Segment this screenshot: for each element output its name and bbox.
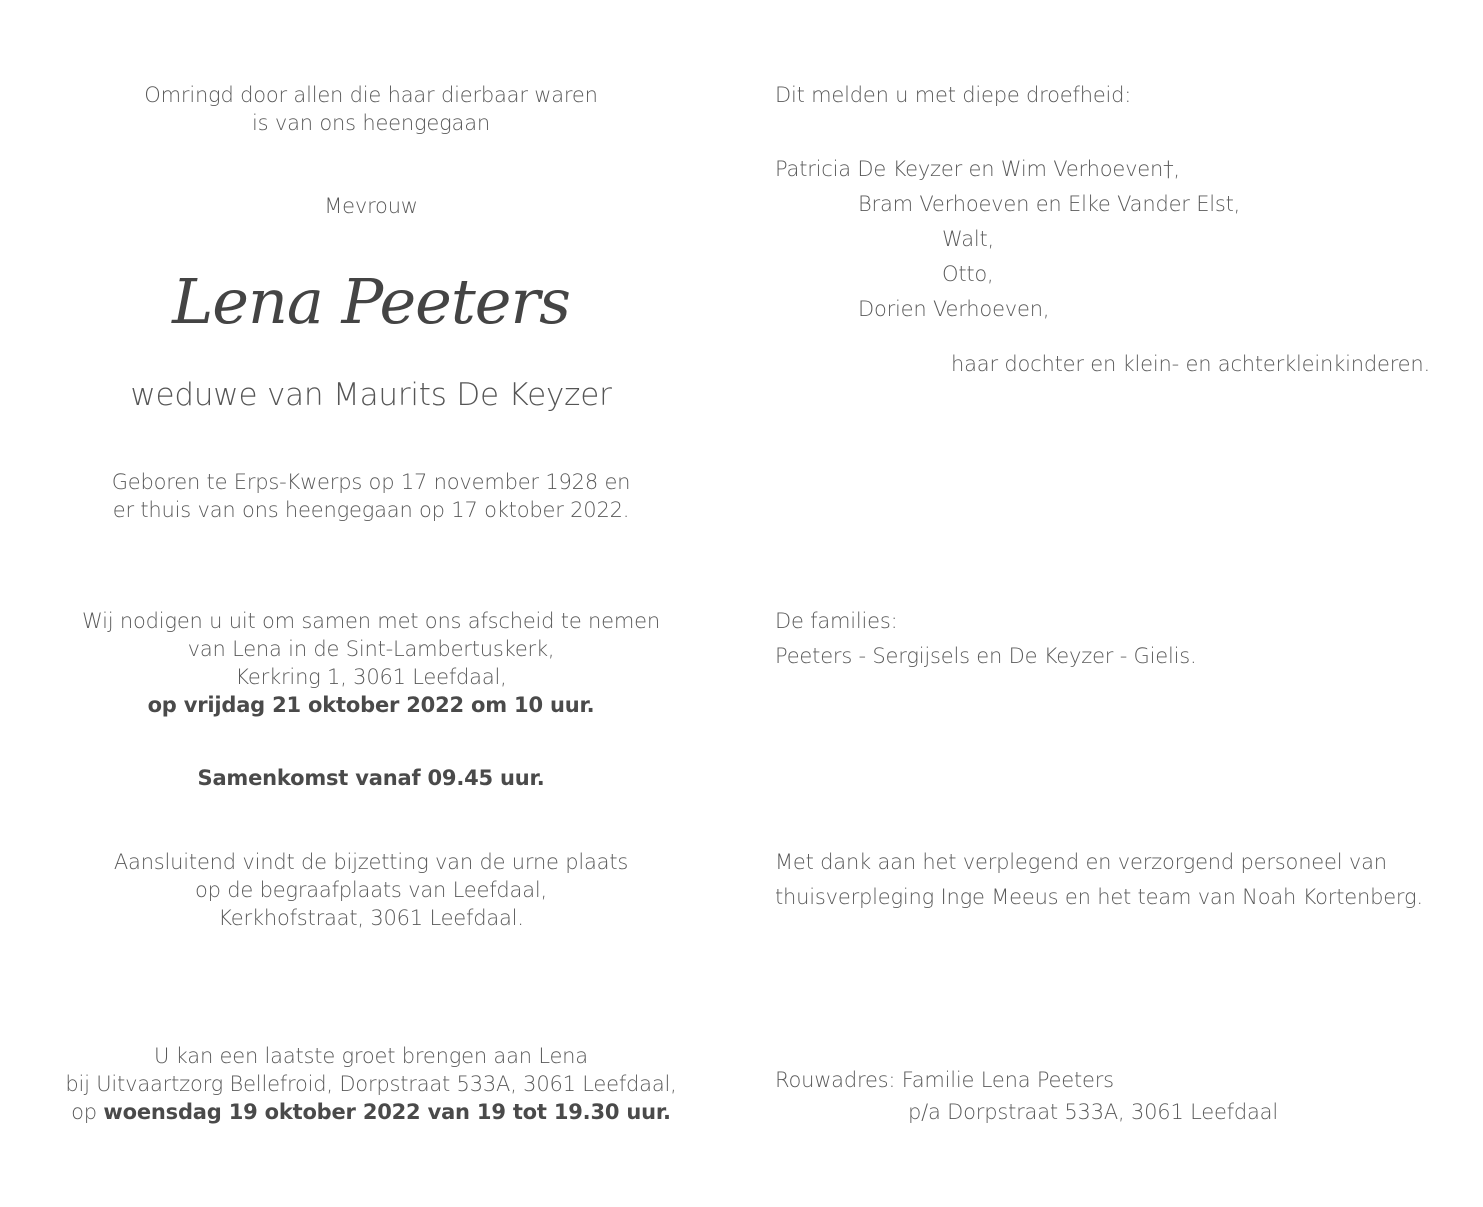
burial-line-2: op de begraafplaats van Leefdaal, <box>195 878 547 902</box>
family-member: Otto, <box>942 262 994 286</box>
intro-line-1: Omringd door allen die haar dierbaar waren <box>144 83 598 107</box>
thanks-line-2: thuisverpleging Inge Meeus en het team van Noah Kortenberg. <box>775 885 1423 909</box>
family-member: Patricia De Keyzer en Wim Verhoeven†, <box>775 157 1180 181</box>
families-label: De families: <box>775 609 898 633</box>
widow-of: weduwe van Maurits De Keyzer <box>130 377 612 413</box>
family-member: Bram Verhoeven en Elke Vander Elst, <box>858 192 1241 216</box>
visit-date: woensdag 19 oktober 2022 van 19 tot 19.30 uur. <box>103 1100 671 1124</box>
gathering-time: Samenkomst vanaf 09.45 uur. <box>197 766 545 790</box>
invitation-line-3: Kerkring 1, 3061 Leefdaal, <box>235 665 507 689</box>
deceased-name: Lena Peeters <box>172 265 570 338</box>
thanks-line-1: Met dank aan het verplegend en verzorgend personeel van <box>775 850 1387 874</box>
address-label: Rouwadres: Familie Lena Peeters <box>775 1068 1114 1092</box>
born-line-1: Geboren te Erps-Kwerps op 17 november 1928 en <box>111 470 631 494</box>
visit-line-3 <box>21 1098 721 1126</box>
family-summary: haar dochter en klein- en achterkleinkinderen. <box>951 352 1430 376</box>
visit-line-2: bij Uitvaartzorg Bellefroid, Dorpstraat 533A, 3061 Leefdaal, <box>65 1072 677 1096</box>
visit-line-1: U kan een laatste groet brengen aan Lena <box>154 1044 588 1068</box>
invitation-line-1: Wij nodigen u uit om samen met ons afscheid te nemen <box>82 609 660 633</box>
visit-prefix: op <box>71 1100 104 1124</box>
intro-line-2: is van ons heengegaan <box>252 111 490 135</box>
invitation-date: op vrijdag 21 oktober 2022 om 10 uur. <box>147 693 595 717</box>
invitation-line-2: van Lena in de Sint-Lambertuskerk, <box>187 637 555 661</box>
born-line-2: er thuis van ons heengegaan op 17 oktober 2022. <box>112 498 630 522</box>
families-names: Peeters - Sergijsels en De Keyzer - Gielis. <box>775 644 1197 668</box>
address: p/a Dorpstraat 533A, 3061 Leefdaal <box>908 1100 1278 1124</box>
family-member: Walt, <box>942 227 995 251</box>
announcement: Dit melden u met diepe droefheid: <box>775 83 1132 107</box>
burial-line-1: Aansluitend vindt de bijzetting van de urne plaats <box>113 850 629 874</box>
salutation: Mevrouw <box>324 194 418 218</box>
family-member: Dorien Verhoeven, <box>858 297 1050 321</box>
burial-line-3: Kerkhofstraat, 3061 Leefdaal. <box>218 906 524 930</box>
